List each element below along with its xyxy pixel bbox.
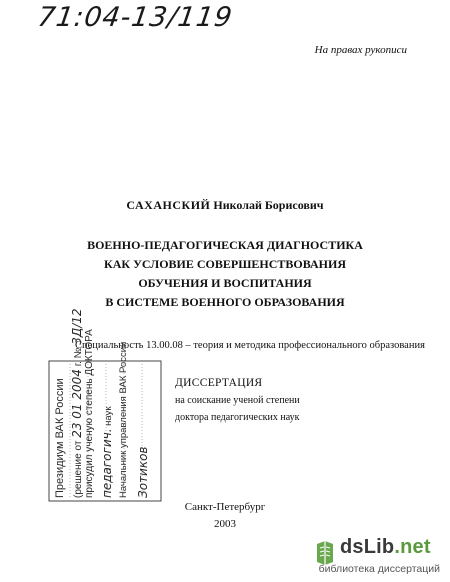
dslib-brand-main: dsLib xyxy=(340,536,395,558)
stamp-line-degree: присудил ученую степень ДОКТОРА xyxy=(84,329,95,498)
stamp-text-rotated xyxy=(48,308,162,502)
specialty-line: Специальность 13.00.08 – теория и методика профессионального образования xyxy=(75,340,425,351)
publication-info xyxy=(0,499,450,533)
degree-line-2: доктора педагогических наук xyxy=(175,412,300,423)
title-line: В СИСТЕМЕ ВОЕННОГО ОБРАЗОВАНИЯ xyxy=(105,295,345,309)
title-line: КАК УСЛОВИЕ СОВЕРШЕНСТВОВАНИЯ xyxy=(104,257,346,271)
author-name: Николай Борисович xyxy=(213,198,324,212)
stamp-decision-number: 3Д/12 xyxy=(70,308,84,345)
stamp-field-handwritten: педагогич. xyxy=(100,428,114,498)
publication-city: Санкт-Петербург xyxy=(184,501,266,513)
title-line: ВОЕННО-ПЕДАГОГИЧЕСКАЯ ДИАГНОСТИКА xyxy=(87,238,363,252)
stamp-decision-date: 23 01 2004 xyxy=(70,369,84,438)
stamp-line-presidium: Президиум ВАК России xyxy=(54,378,66,498)
degree-line-1: на соискание ученой степени xyxy=(175,395,300,406)
stamp-line-decision xyxy=(70,308,84,498)
stamp-signature: Зотиков xyxy=(136,446,150,498)
dissertation-heading: ДИССЕРТАЦИЯ xyxy=(175,377,263,389)
dissertation-title xyxy=(0,236,450,312)
stamp-line-head: Начальник управления ВАК России xyxy=(118,341,129,498)
author-surname: САХАНСКИЙ xyxy=(126,198,211,212)
stamp-decision-suffix: г. № xyxy=(73,347,84,367)
title-line: ОБУЧЕНИЯ И ВОСПИТАНИЯ xyxy=(138,276,312,290)
stamp-field-suffix: наук xyxy=(103,406,114,426)
dslib-brand-tld: .net xyxy=(394,536,431,558)
dslib-subtitle: библиотека диссертаций xyxy=(318,563,440,575)
publication-year: 2003 xyxy=(214,518,236,530)
dslib-watermark[interactable] xyxy=(314,536,440,580)
dissertation-block xyxy=(175,375,300,426)
stamp-decision-prefix: (решение от xyxy=(73,440,84,498)
handwritten-catalog-number: 71:04-13/119 xyxy=(35,2,235,33)
dslib-brand xyxy=(340,536,431,559)
stamp-line-field xyxy=(100,406,114,498)
vak-approval-stamp xyxy=(48,308,162,502)
rights-notice: На правах рукописи xyxy=(314,44,407,56)
author-line xyxy=(0,198,450,213)
